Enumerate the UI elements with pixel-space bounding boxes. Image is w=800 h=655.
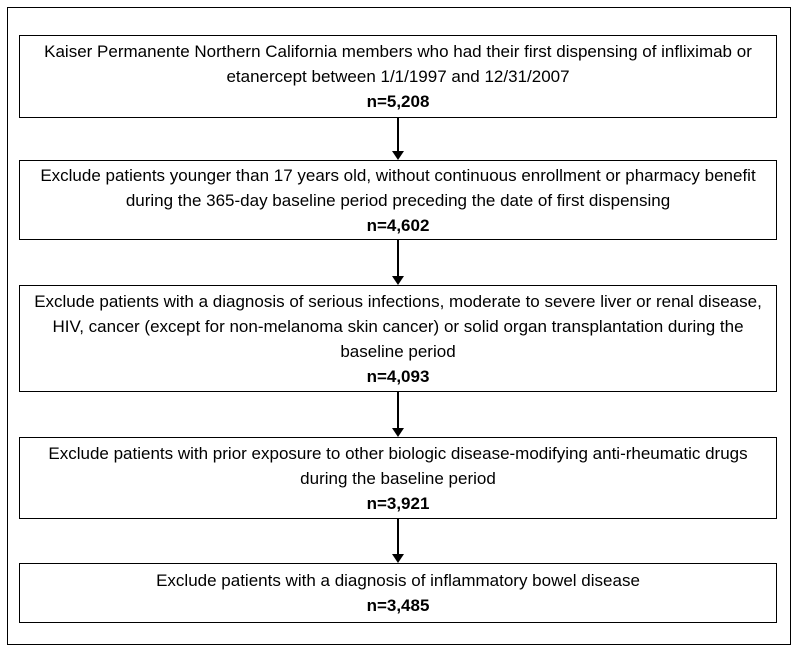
arrow-4 [392, 519, 404, 563]
flow-box-text: Exclude patients younger than 17 years old, without continuous enrollment or pharmacy benefit during the 365-day baseline period preceding the date of first dispensing [40, 165, 756, 210]
flow-box-count: n=3,921 [366, 493, 430, 513]
flow-box-count: n=4,093 [366, 366, 430, 386]
flow-box-count: n=5,208 [366, 92, 430, 111]
flow-box-text: Exclude patients with prior exposure to other biologic disease-modifying anti-rheumatic drugs during the baseline period [48, 443, 748, 488]
flow-box-text: Kaiser Permanente Northern California members who had their first dispensing of infliximab or etanercept between 1/1/1997 and 12/31/2007 [44, 42, 752, 86]
flow-box-text: Exclude patients with a diagnosis of serious infections, moderate to severe liver or renal disease, HIV, cancer (except for non-melanoma skin cancer) or solid organ transplantation during the baseline period [34, 291, 762, 361]
flow-box-count: n=3,485 [366, 596, 430, 615]
arrow-2 [392, 240, 404, 285]
arrow-3 [392, 392, 404, 437]
flow-box-text: Exclude patients with a diagnosis of inflammatory bowel disease [156, 571, 640, 590]
arrow-1 [392, 118, 404, 160]
flow-box-count: n=4,602 [366, 215, 430, 235]
